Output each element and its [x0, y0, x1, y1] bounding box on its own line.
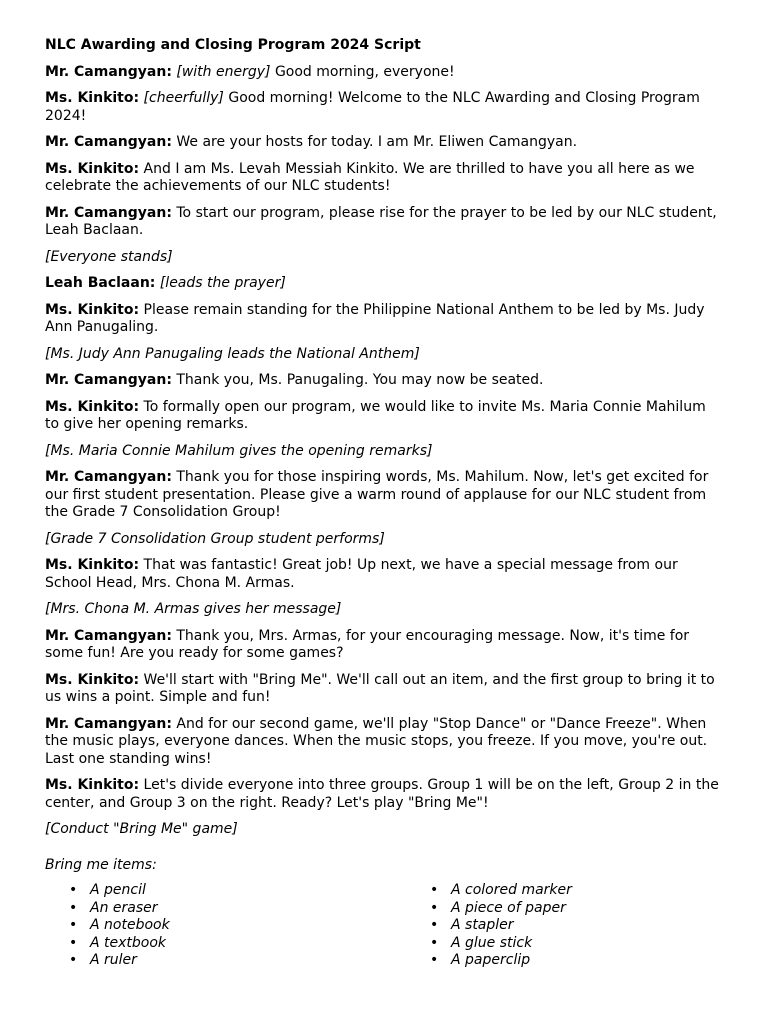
stage-direction: [Ms. Maria Connie Mahilum gives the opening remarks] [45, 442, 433, 459]
dialogue-line [45, 205, 724, 240]
bring-me-list-left [45, 882, 430, 970]
bring-me-item-label: A glue stick [451, 934, 533, 951]
stage-direction: [Ms. Judy Ann Panugaling leads the National Anthem] [45, 345, 420, 362]
dialogue-text: And for our second game, we'll play "Stop Dance" or "Dance Freeze". When the music plays, everyone dances. When the music stops, you freeze. If you move, you're out. Last one standing wins! [45, 715, 708, 767]
stage-direction: [Conduct "Bring Me" game] [45, 821, 238, 837]
bring-me-item [69, 917, 430, 935]
script-body [45, 64, 724, 839]
bring-me-item [69, 900, 430, 918]
dialogue-line [45, 399, 724, 434]
bring-me-item-label: An eraser [90, 899, 158, 916]
stage-direction: [Grade 7 Consolidation Group student performs] [45, 530, 385, 547]
bullet-icon: • [430, 934, 439, 951]
dialogue-line [45, 672, 724, 707]
speaker-name: Leah Baclaan: [45, 275, 156, 291]
dialogue-text: And I am Ms. Levah Messiah Kinkito. We are thrilled to have you all here as we celebrate the achievements of our NLC students! [45, 160, 695, 194]
dialogue-line [45, 372, 724, 390]
bring-me-item [69, 952, 430, 970]
bring-me-list-right [430, 882, 724, 970]
bring-me-item-label: A colored marker [451, 882, 572, 898]
speaker-name: Mr. Camangyan: [45, 627, 172, 644]
dialogue-line [45, 557, 724, 592]
dialogue-line [45, 469, 724, 522]
bring-me-item-label: A stapler [451, 917, 514, 934]
bullet-icon: • [430, 882, 439, 898]
bullet-icon: • [69, 952, 78, 969]
dialogue-line [45, 134, 724, 152]
bring-me-items [45, 882, 724, 970]
bullet-icon: • [69, 899, 78, 916]
dialogue-text: We are your hosts for today. I am Mr. Eliwen Camangyan. [176, 134, 578, 150]
bullet-icon: • [69, 882, 78, 898]
bring-me-item-label: A piece of paper [451, 899, 566, 916]
speaker-name: Ms. Kinkito: [45, 301, 140, 318]
dialogue-line [45, 90, 724, 125]
bring-me-item [69, 935, 430, 953]
dialogue-text: Good morning! Welcome to the NLC Awarding and Closing Program 2024! [45, 90, 700, 124]
dialogue-text: Let's divide everyone into three groups. Group 1 will be on the left, Group 2 in the center, and Group 3 on the right. Ready? Let's play "Bring Me"! [45, 777, 719, 811]
bring-me-item-label: A textbook [90, 934, 167, 951]
bullet-icon: • [430, 952, 439, 969]
speaker-name: Ms. Kinkito: [45, 160, 140, 177]
speaker-name: Ms. Kinkito: [45, 671, 140, 688]
dialogue-line [45, 302, 724, 337]
document-title: NLC Awarding and Closing Program 2024 Script [45, 37, 421, 53]
stage-direction: [Mrs. Chona M. Armas gives her message] [45, 601, 342, 617]
bullet-icon: • [430, 899, 439, 916]
speaker-name: Ms. Kinkito: [45, 777, 140, 793]
dialogue-text: Thank you for those inspiring words, Ms. Mahilum. Now, let's get excited for our first student presentation. Please give a warm round of applause for our NLC student from the Grade 7 Consolidation Group! [45, 469, 709, 520]
speaker-name: Mr. Camangyan: [45, 63, 172, 80]
dialogue-line [45, 716, 724, 769]
speaker-name: Ms. Kinkito: [45, 557, 140, 573]
speaker-name: Mr. Camangyan: [45, 372, 172, 388]
speaker-direction: [with energy] [176, 63, 271, 80]
bring-me-item-label: A notebook [90, 917, 170, 934]
dialogue-text: Thank you, Ms. Panugaling. You may now be seated. [176, 372, 544, 388]
bring-me-item [430, 935, 724, 953]
bring-me-item [430, 952, 724, 970]
bring-me-item-label: A ruler [90, 952, 137, 969]
speaker-name: Mr. Camangyan: [45, 204, 172, 221]
bring-me-item-label: A paperclip [451, 952, 531, 969]
dialogue-text: Thank you, Mrs. Armas, for your encouraging message. Now, it's time for some fun! Are you ready for some games? [45, 627, 690, 661]
dialogue-line [45, 161, 724, 196]
dialogue-text: To formally open our program, we would like to invite Ms. Maria Connie Mahilum to give her opening remarks. [45, 398, 706, 432]
bring-me-item [430, 900, 724, 918]
dialogue-line [45, 628, 724, 663]
speaker-direction: [leads the prayer] [159, 275, 286, 291]
speaker-name: Mr. Camangyan: [45, 469, 172, 485]
bullet-icon: • [69, 917, 78, 934]
speaker-name: Ms. Kinkito: [45, 90, 140, 106]
dialogue-line [45, 777, 724, 812]
dialogue-line [45, 64, 724, 82]
speaker-direction: [cheerfully] [143, 90, 224, 106]
bring-me-item-label: A pencil [90, 882, 146, 898]
speaker-name: Mr. Camangyan: [45, 715, 172, 732]
dialogue-line [45, 275, 724, 293]
bullet-icon: • [430, 917, 439, 934]
bring-me-item [430, 917, 724, 935]
dialogue-text: That was fantastic! Great job! Up next, we have a special message from our School Head, Mrs. Chona M. Armas. [45, 557, 678, 591]
bullet-icon: • [69, 934, 78, 951]
dialogue-text: We'll start with "Bring Me". We'll call out an item, and the first group to bring it to us wins a point. Simple and fun! [45, 671, 715, 705]
stage-direction: [Everyone stands] [45, 248, 173, 265]
dialogue-text: To start our program, please rise for the prayer to be led by our NLC student, Leah Baclaan. [45, 204, 717, 238]
dialogue-text: Please remain standing for the Philippine National Anthem to be led by Ms. Judy Ann Panugaling. [45, 301, 705, 335]
speaker-name: Ms. Kinkito: [45, 398, 140, 415]
bring-me-item [69, 882, 430, 900]
bring-me-heading: Bring me items: [45, 856, 157, 873]
bring-me-item [430, 882, 724, 900]
speaker-name: Mr. Camangyan: [45, 134, 172, 150]
dialogue-text: Good morning, everyone! [274, 63, 455, 80]
